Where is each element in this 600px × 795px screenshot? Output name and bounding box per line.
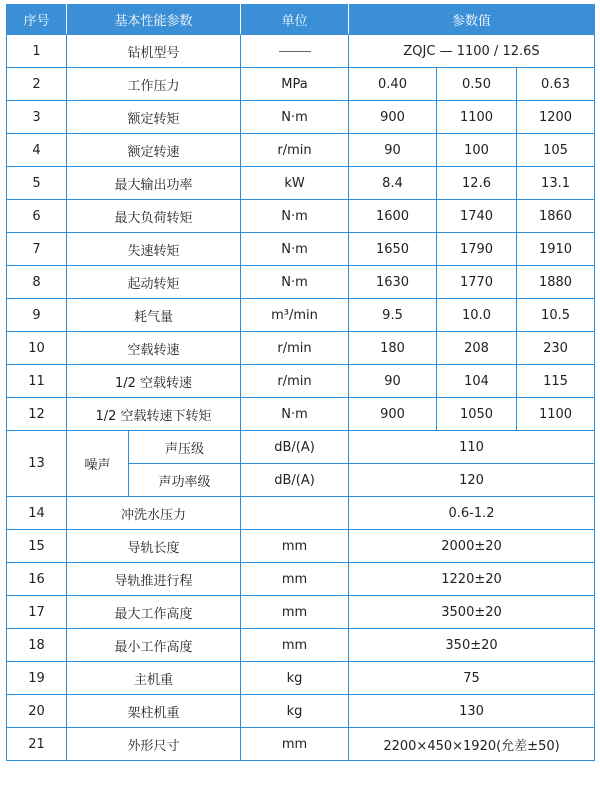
row-index: 10 [7,332,67,365]
row-unit [241,497,349,530]
row-value-3: 0.63 [517,68,595,101]
row-value-1: 1630 [349,266,437,299]
row-value-3: 230 [517,332,595,365]
table-row [7,365,595,398]
table-row [7,563,595,596]
table-row [7,596,595,629]
row-param-name: 架柱机重 [67,695,241,728]
row-index: 14 [7,497,67,530]
table-row [7,266,595,299]
row-value: 75 [349,662,595,695]
row-unit: kg [241,695,349,728]
row-value-2: 0.50 [437,68,517,101]
row-value-3: 1860 [517,200,595,233]
row-unit: r/min [241,332,349,365]
table-row [7,233,595,266]
row-value-2: 100 [437,134,517,167]
row-value-1: 9.5 [349,299,437,332]
row-value-2: 10.0 [437,299,517,332]
row-param-name: 钻机型号 [67,35,241,68]
row-unit: mm [241,563,349,596]
row-value: 1220±20 [349,563,595,596]
row-value-3: 1100 [517,398,595,431]
table-row [7,101,595,134]
row-index: 6 [7,200,67,233]
row-param-name: 额定转速 [67,134,241,167]
row-unit: N·m [241,266,349,299]
row-param-name: 最大工作高度 [67,596,241,629]
row-value-3: 1880 [517,266,595,299]
row-value-1: 900 [349,101,437,134]
row-param-name: 导轨推进行程 [67,563,241,596]
row-param-name: 1/2 空载转速下转矩 [67,398,241,431]
spec-table-container [6,4,594,761]
row-param-name: 额定转矩 [67,101,241,134]
table-row [7,167,595,200]
row-index: 17 [7,596,67,629]
row-value: 2200×450×1920(允差±50) [349,728,595,761]
row-param-name: 冲洗水压力 [67,497,241,530]
row-index: 13 [7,431,67,497]
row-value-2: 208 [437,332,517,365]
row-unit [241,35,349,68]
table-row [7,332,595,365]
row-param-name: 最小工作高度 [67,629,241,662]
table-header-row [7,5,595,35]
row-unit: r/min [241,134,349,167]
header-index: 序号 [7,5,67,35]
row-param-name: 空载转速 [67,332,241,365]
row-unit: N·m [241,101,349,134]
row-value-1: 1600 [349,200,437,233]
row-value-1: 900 [349,398,437,431]
row-value-3: 105 [517,134,595,167]
row-index: 21 [7,728,67,761]
table-row [7,497,595,530]
row-unit: N·m [241,200,349,233]
row-param-name: 工作压力 [67,68,241,101]
row-value-2: 1770 [437,266,517,299]
row-value-1: 90 [349,134,437,167]
row-unit: kW [241,167,349,200]
row-value: 350±20 [349,629,595,662]
row-index: 4 [7,134,67,167]
row-index: 11 [7,365,67,398]
table-row [7,35,595,68]
row-param-name: 最大输出功率 [67,167,241,200]
row-unit: N·m [241,233,349,266]
row-unit: mm [241,728,349,761]
row-value: 120 [349,464,595,497]
row-value-1: 1650 [349,233,437,266]
row-value: 110 [349,431,595,464]
table-row [7,662,595,695]
row-value-1: 180 [349,332,437,365]
row-unit: dB/(A) [241,464,349,497]
row-value: 2000±20 [349,530,595,563]
row-unit: N·m [241,398,349,431]
table-row [7,398,595,431]
row-param-name: 外形尺寸 [67,728,241,761]
table-row [7,200,595,233]
row-param-name: 最大负荷转矩 [67,200,241,233]
row-index: 18 [7,629,67,662]
row-unit: mm [241,629,349,662]
row-index: 3 [7,101,67,134]
row-param-name: 耗气量 [67,299,241,332]
table-row [7,134,595,167]
row-value-1: 8.4 [349,167,437,200]
row-unit: mm [241,596,349,629]
row-value: ZQJC — 1100 / 12.6S [349,35,595,68]
dash-mark [279,51,311,52]
row-index: 8 [7,266,67,299]
row-param-name: 导轨长度 [67,530,241,563]
table-row [7,431,595,464]
row-unit: m³/min [241,299,349,332]
row-value: 0.6-1.2 [349,497,595,530]
row-unit: mm [241,530,349,563]
row-unit: MPa [241,68,349,101]
row-index: 20 [7,695,67,728]
row-param-name: 声压级 [129,431,241,464]
header-unit: 单位 [241,5,349,35]
row-index: 19 [7,662,67,695]
row-index: 12 [7,398,67,431]
row-value-1: 90 [349,365,437,398]
row-param-name: 声功率级 [129,464,241,497]
row-value-3: 10.5 [517,299,595,332]
row-index: 9 [7,299,67,332]
header-param: 基本性能参数 [67,5,241,35]
row-param-name: 主机重 [67,662,241,695]
row-value-3: 115 [517,365,595,398]
row-index: 5 [7,167,67,200]
row-unit: r/min [241,365,349,398]
row-unit: kg [241,662,349,695]
row-value-3: 13.1 [517,167,595,200]
table-row [7,728,595,761]
row-param-name: 失速转矩 [67,233,241,266]
row-value: 3500±20 [349,596,595,629]
table-row [7,299,595,332]
row-param-name: 起动转矩 [67,266,241,299]
header-value: 参数值 [349,5,595,35]
row-index: 7 [7,233,67,266]
row-value-2: 12.6 [437,167,517,200]
row-value-2: 1100 [437,101,517,134]
row-value-2: 1050 [437,398,517,431]
table-row [7,695,595,728]
table-row [7,530,595,563]
row-value: 130 [349,695,595,728]
table-row [7,68,595,101]
row-value-2: 1740 [437,200,517,233]
row-value-3: 1910 [517,233,595,266]
noise-group-label: 噪声 [67,431,129,497]
row-value-3: 1200 [517,101,595,134]
row-unit: dB/(A) [241,431,349,464]
row-value-2: 104 [437,365,517,398]
table-row [7,629,595,662]
spec-table [6,4,595,761]
row-value-1: 0.40 [349,68,437,101]
row-index: 2 [7,68,67,101]
row-value-2: 1790 [437,233,517,266]
row-index: 1 [7,35,67,68]
row-index: 16 [7,563,67,596]
row-param-name: 1/2 空载转速 [67,365,241,398]
row-index: 15 [7,530,67,563]
